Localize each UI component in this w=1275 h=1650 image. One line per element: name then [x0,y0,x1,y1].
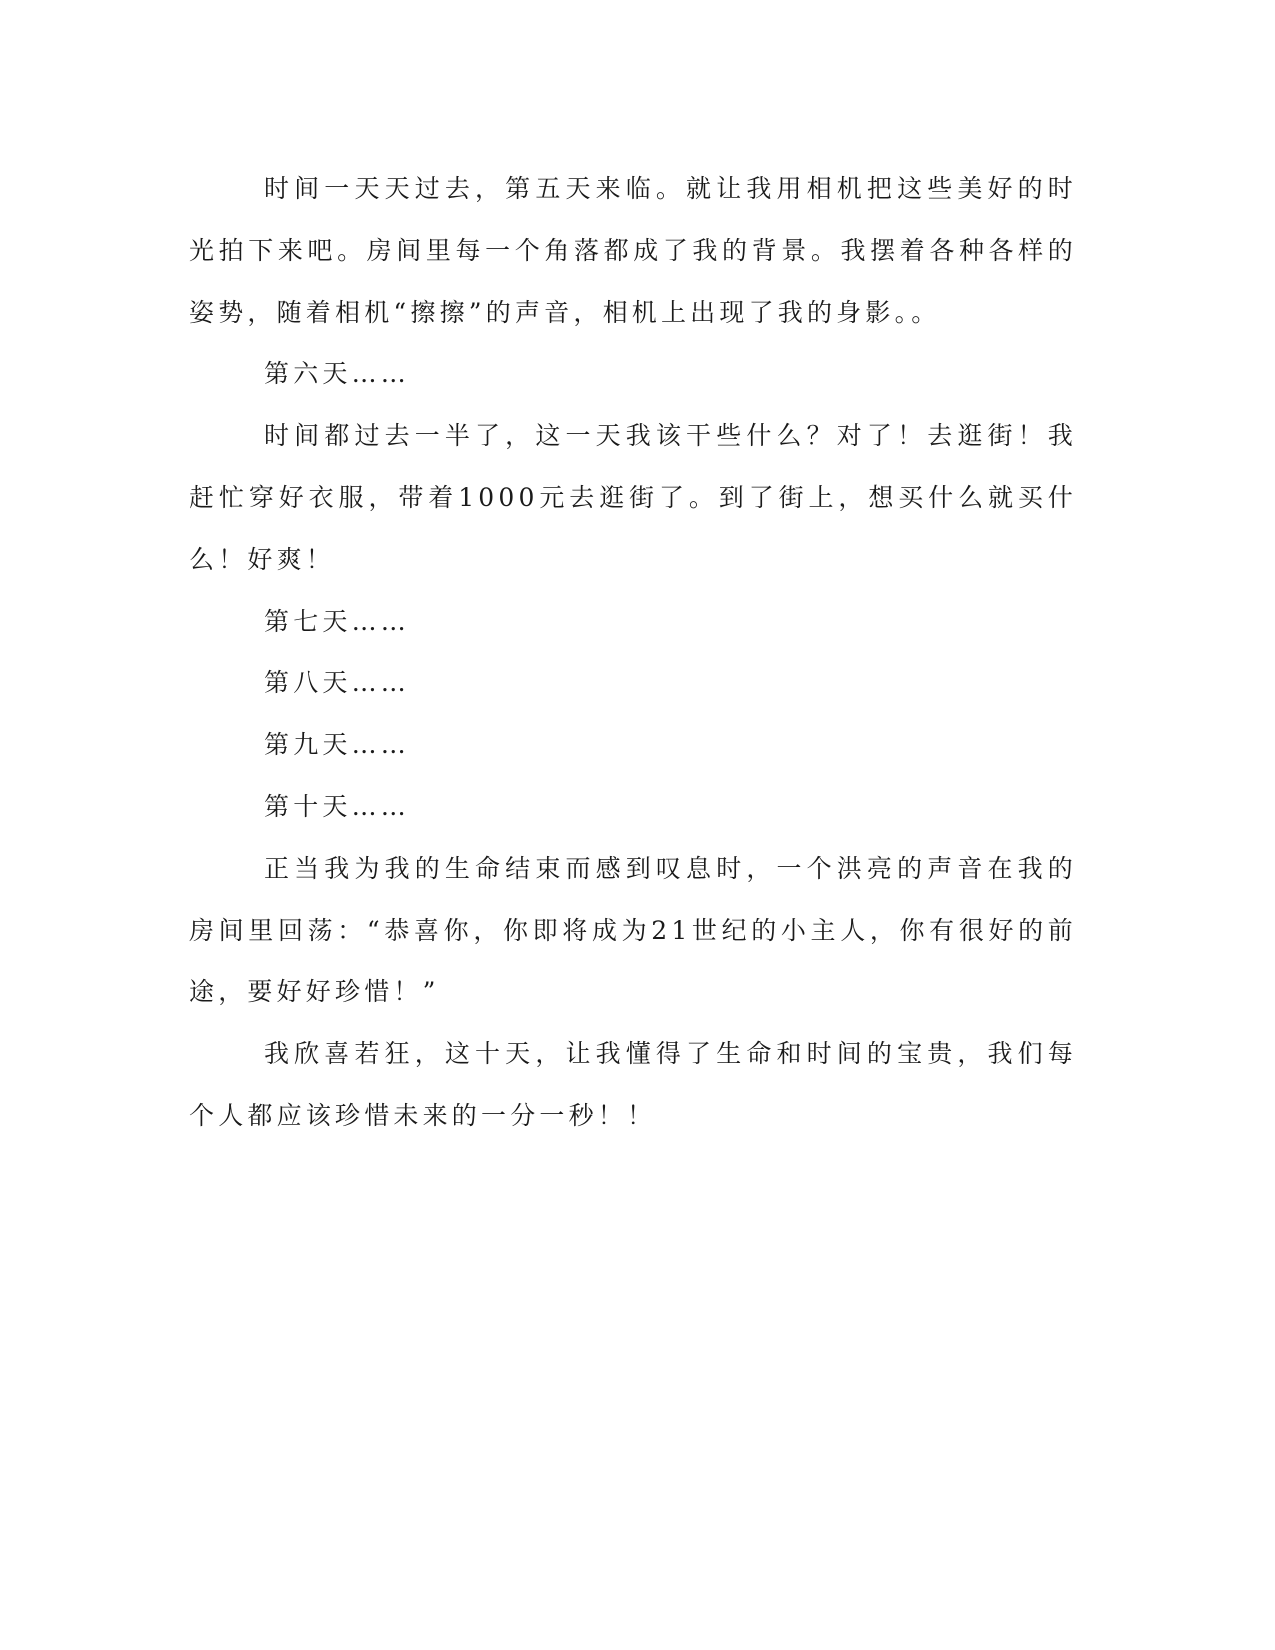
paragraph-conclusion: 我欣喜若狂，这十天，让我懂得了生命和时间的宝贵，我们每个人都应该珍惜未来的一分一秒！！ [189,1039,1077,1130]
paragraph-day-eight: 第八天…… [264,668,411,698]
paragraph-day-six-heading: 第六天…… [264,359,411,389]
paragraph-day-five: 时间一天天过去，第五天来临。就让我用相机把这些美好的时光拍下来吧。房间里每一个角落都成了我的背景。我摆着各种各样的姿势，随着相机“擦擦”的声音，相机上出现了我的身影。。 [189,174,1077,327]
paragraph-day-six: 时间都过去一半了，这一天我该干些什么？对了！去逛街！我赶忙穿好衣服，带着1000元去逛街了。到了街上，想买什么就买什么！好爽！ [189,421,1077,574]
paragraph-voice: 正当我为我的生命结束而感到叹息时，一个洪亮的声音在我的房间里回荡：“恭喜你，你即将成为21世纪的小主人，你有很好的前途，要好好珍惜！” [189,853,1077,1007]
paragraph-day-ten: 第十天…… [264,791,411,821]
document-body [189,158,1077,1147]
paragraph-day-seven: 第七天…… [264,606,411,636]
paragraph-day-nine: 第九天…… [264,730,411,760]
